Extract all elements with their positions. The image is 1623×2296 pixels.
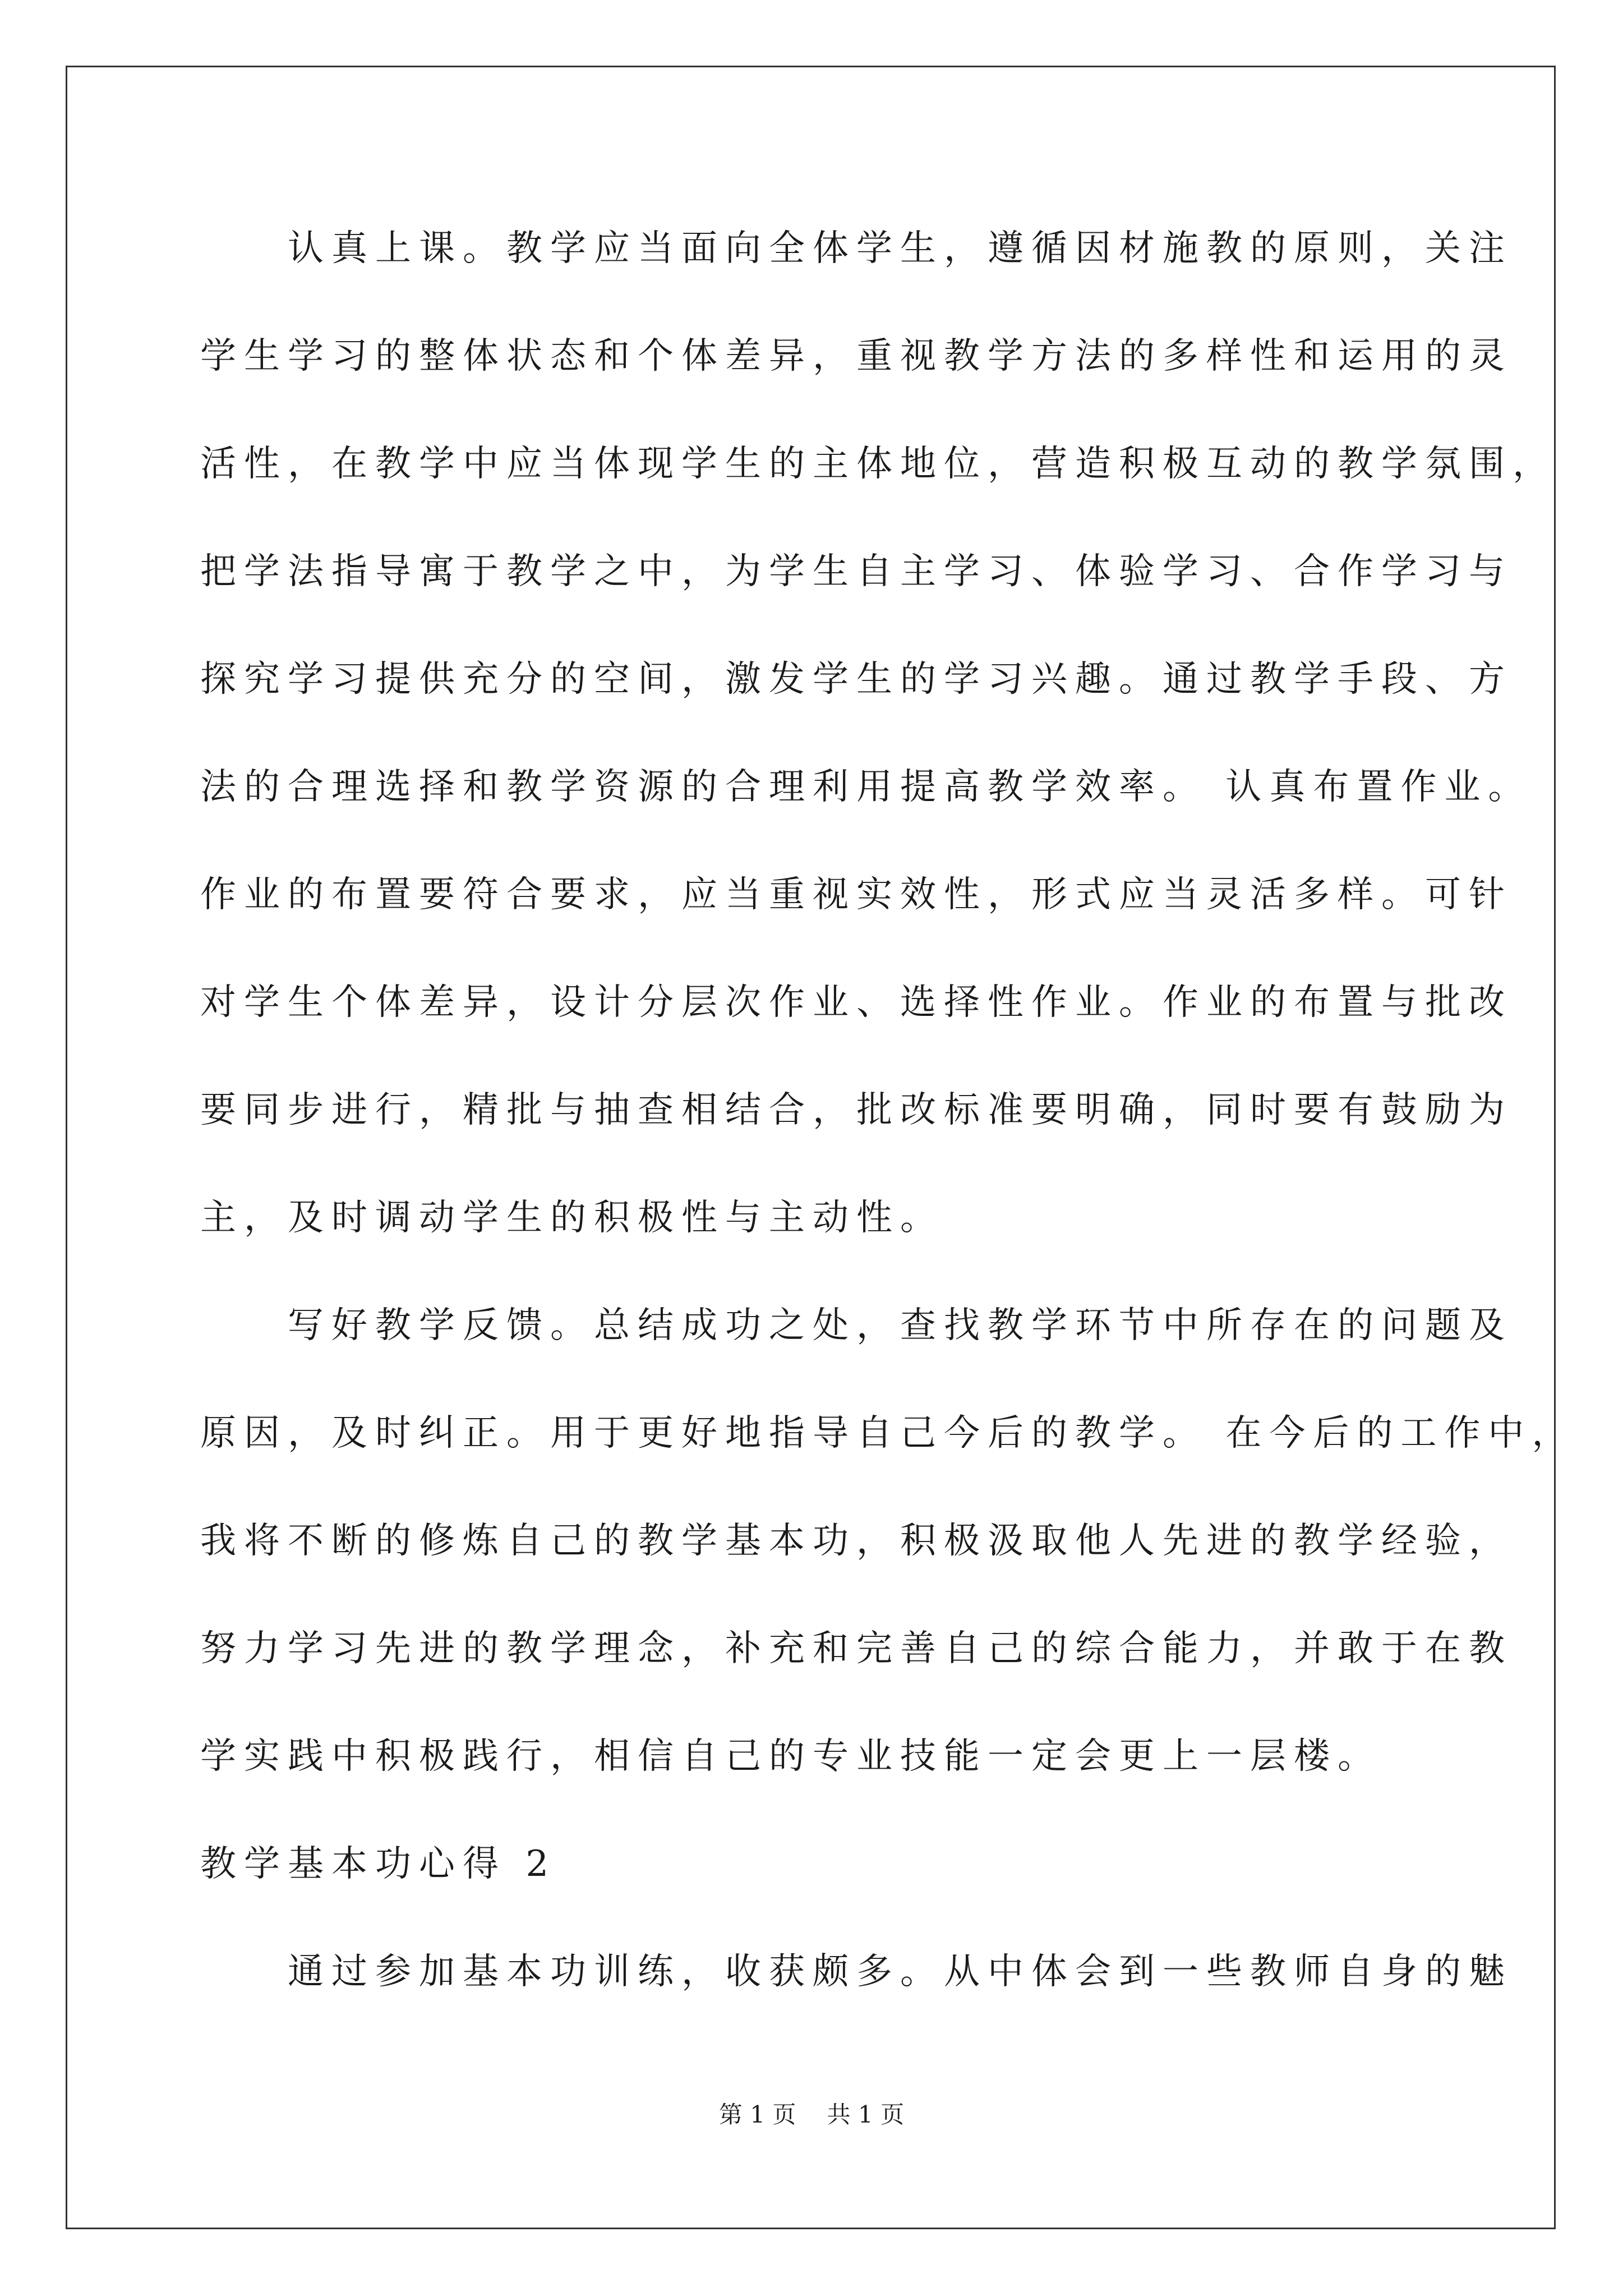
text-line: 要同步进行，精批与抽查相结合，批改标准要明确，同时要有鼓励为	[200, 1089, 1513, 1131]
text-line: 把学法指导寓于教学之中，为学生自主学习、体验学习、合作学习与	[200, 551, 1513, 592]
section-heading: 教学基本功心得 2	[200, 1843, 557, 1885]
text-line: 原因，及时纠正。用于更好地指导自己今后的教学。 在今后的工作中，	[200, 1412, 1576, 1454]
text-line: 学实践中积极践行，相信自己的专业技能一定会更上一层楼。	[200, 1736, 1381, 1777]
text-line: 我将不断的修炼自己的教学基本功，积极汲取他人先进的教学经验，	[200, 1520, 1513, 1562]
page-number-footer: 第 1 页 共 1 页	[718, 2101, 905, 2128]
text-line: 主，及时调动学生的积极性与主动性。	[200, 1197, 944, 1239]
text-line: 作业的布置要符合要求，应当重视实效性，形式应当灵活多样。可针	[200, 874, 1513, 915]
text-line: 探究学习提供充分的空间，激发学生的学习兴趣。通过教学手段、方	[200, 659, 1513, 700]
text-line: 认真上课。教学应当面向全体学生，遵循因材施教的原则，关注	[200, 228, 1513, 269]
text-line: 对学生个体差异，设计分层次作业、选择性作业。作业的布置与批改	[200, 982, 1513, 1023]
text-line: 写好教学反馈。总结成功之处，查找教学环节中所存在的问题及	[200, 1305, 1513, 1346]
text-line: 努力学习先进的教学理念，补充和完善自己的综合能力，并敢于在教	[200, 1628, 1513, 1669]
text-line: 学生学习的整体状态和个体差异，重视教学方法的多样性和运用的灵	[200, 335, 1513, 377]
document-body	[200, 215, 1576, 2046]
text-line: 通过参加基本功训练，收获颇多。从中体会到一些教师自身的魅	[200, 1951, 1513, 1993]
text-line: 活性，在教学中应当体现学生的主体地位，营造积极互动的教学氛围，	[200, 443, 1556, 485]
text-line: 法的合理选择和教学资源的合理利用提高教学效率。 认真布置作业。	[200, 766, 1532, 808]
